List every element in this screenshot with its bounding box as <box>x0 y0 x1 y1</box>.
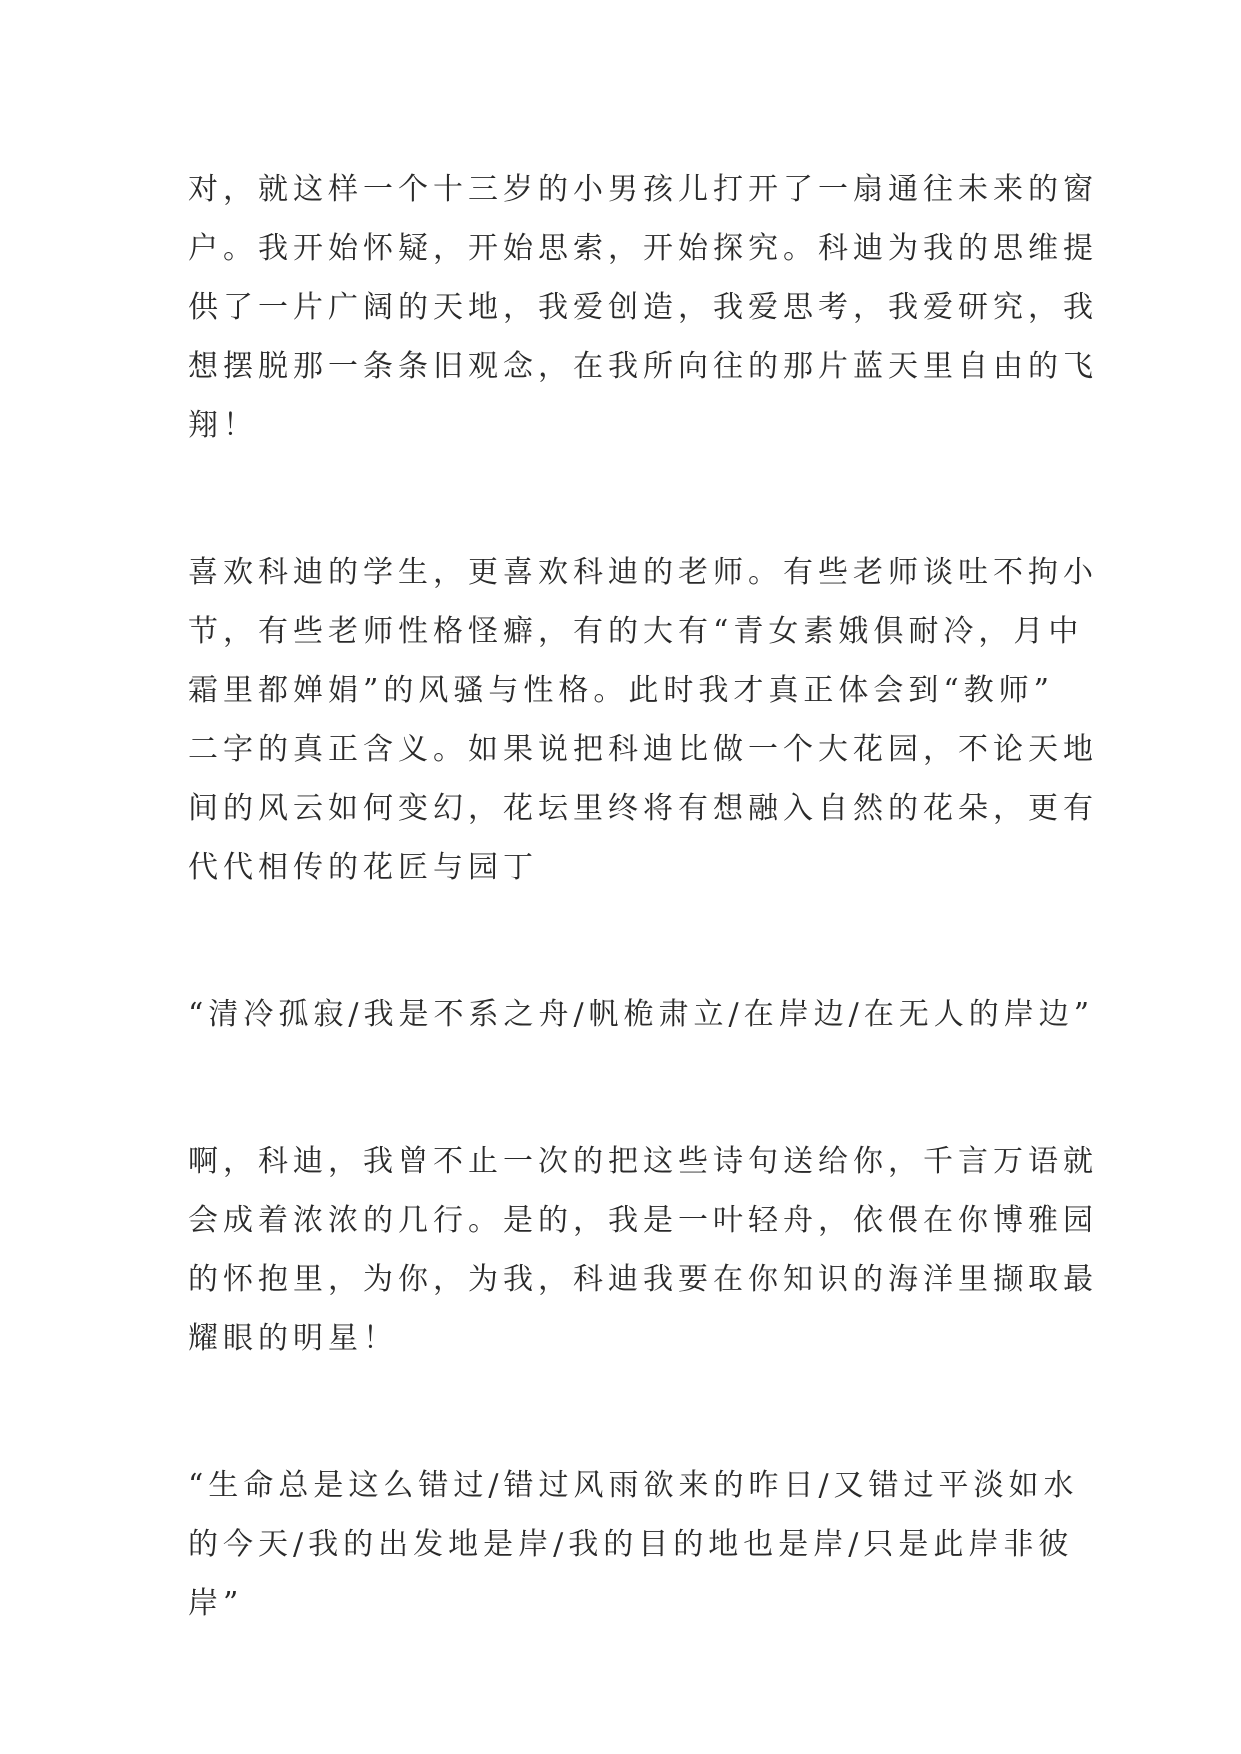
text-line: “生命总是这么错过/错过风雨欲来的昨日/又错过平淡如水 <box>188 1468 1079 1503</box>
text-line: 耀眼的明星！ <box>188 1321 398 1356</box>
text-line: 间的风云如何变幻，花坛里终将有想融入自然的花朵，更有 <box>188 791 1098 826</box>
text-line: 啊，科迪，我曾不止一次的把这些诗句送给你，千言万语就 <box>188 1144 1098 1179</box>
text-line: 想摆脱那一条条旧观念，在我所向往的那片蓝天里自由的飞 <box>188 349 1098 384</box>
paragraph-1 <box>188 160 1098 455</box>
text-line: 岸” <box>188 1586 244 1621</box>
paragraph-5-poem <box>188 1456 1079 1633</box>
text-line: “清冷孤寂/我是不系之舟/帆桅肃立/在岸边/在无人的岸边” <box>188 997 1095 1032</box>
text-line: 代代相传的花匠与园丁 <box>188 850 538 885</box>
paragraph-4 <box>188 1132 1098 1368</box>
text-line: 节，有些老师性格怪癖，有的大有“青女素娥俱耐冷，月中 <box>188 614 1084 649</box>
text-line: 喜欢科迪的学生，更喜欢科迪的老师。有些老师谈吐不拘小 <box>188 555 1098 590</box>
text-line: 供了一片广阔的天地，我爱创造，我爱思考，我爱研究，我 <box>188 290 1098 325</box>
text-line: 户。我开始怀疑，开始思索，开始探究。科迪为我的思维提 <box>188 231 1098 266</box>
text-line: 会成着浓浓的几行。是的，我是一叶轻舟，依偎在你博雅园 <box>188 1203 1098 1238</box>
text-line: 对，就这样一个十三岁的小男孩儿打开了一扇通往未来的窗 <box>188 172 1098 207</box>
paragraph-3-poem <box>188 985 1095 1044</box>
text-line: 霜里都婵娟”的风骚与性格。此时我才真正体会到“教师” <box>188 673 1055 708</box>
paragraph-spacer <box>188 455 1068 543</box>
paragraph-2 <box>188 543 1098 897</box>
text-line: 翔！ <box>188 408 258 443</box>
text-line: 的怀抱里，为你，为我，科迪我要在你知识的海洋里撷取最 <box>188 1262 1098 1297</box>
paragraph-spacer <box>188 1368 1068 1456</box>
text-line: 二字的真正含义。如果说把科迪比做一个大花园，不论天地 <box>188 732 1098 767</box>
text-line: 的今天/我的出发地是岸/我的目的地也是岸/只是此岸非彼 <box>188 1527 1074 1562</box>
paragraph-spacer <box>188 897 1068 985</box>
document-body <box>188 160 1098 1633</box>
paragraph-spacer <box>188 1044 1068 1132</box>
